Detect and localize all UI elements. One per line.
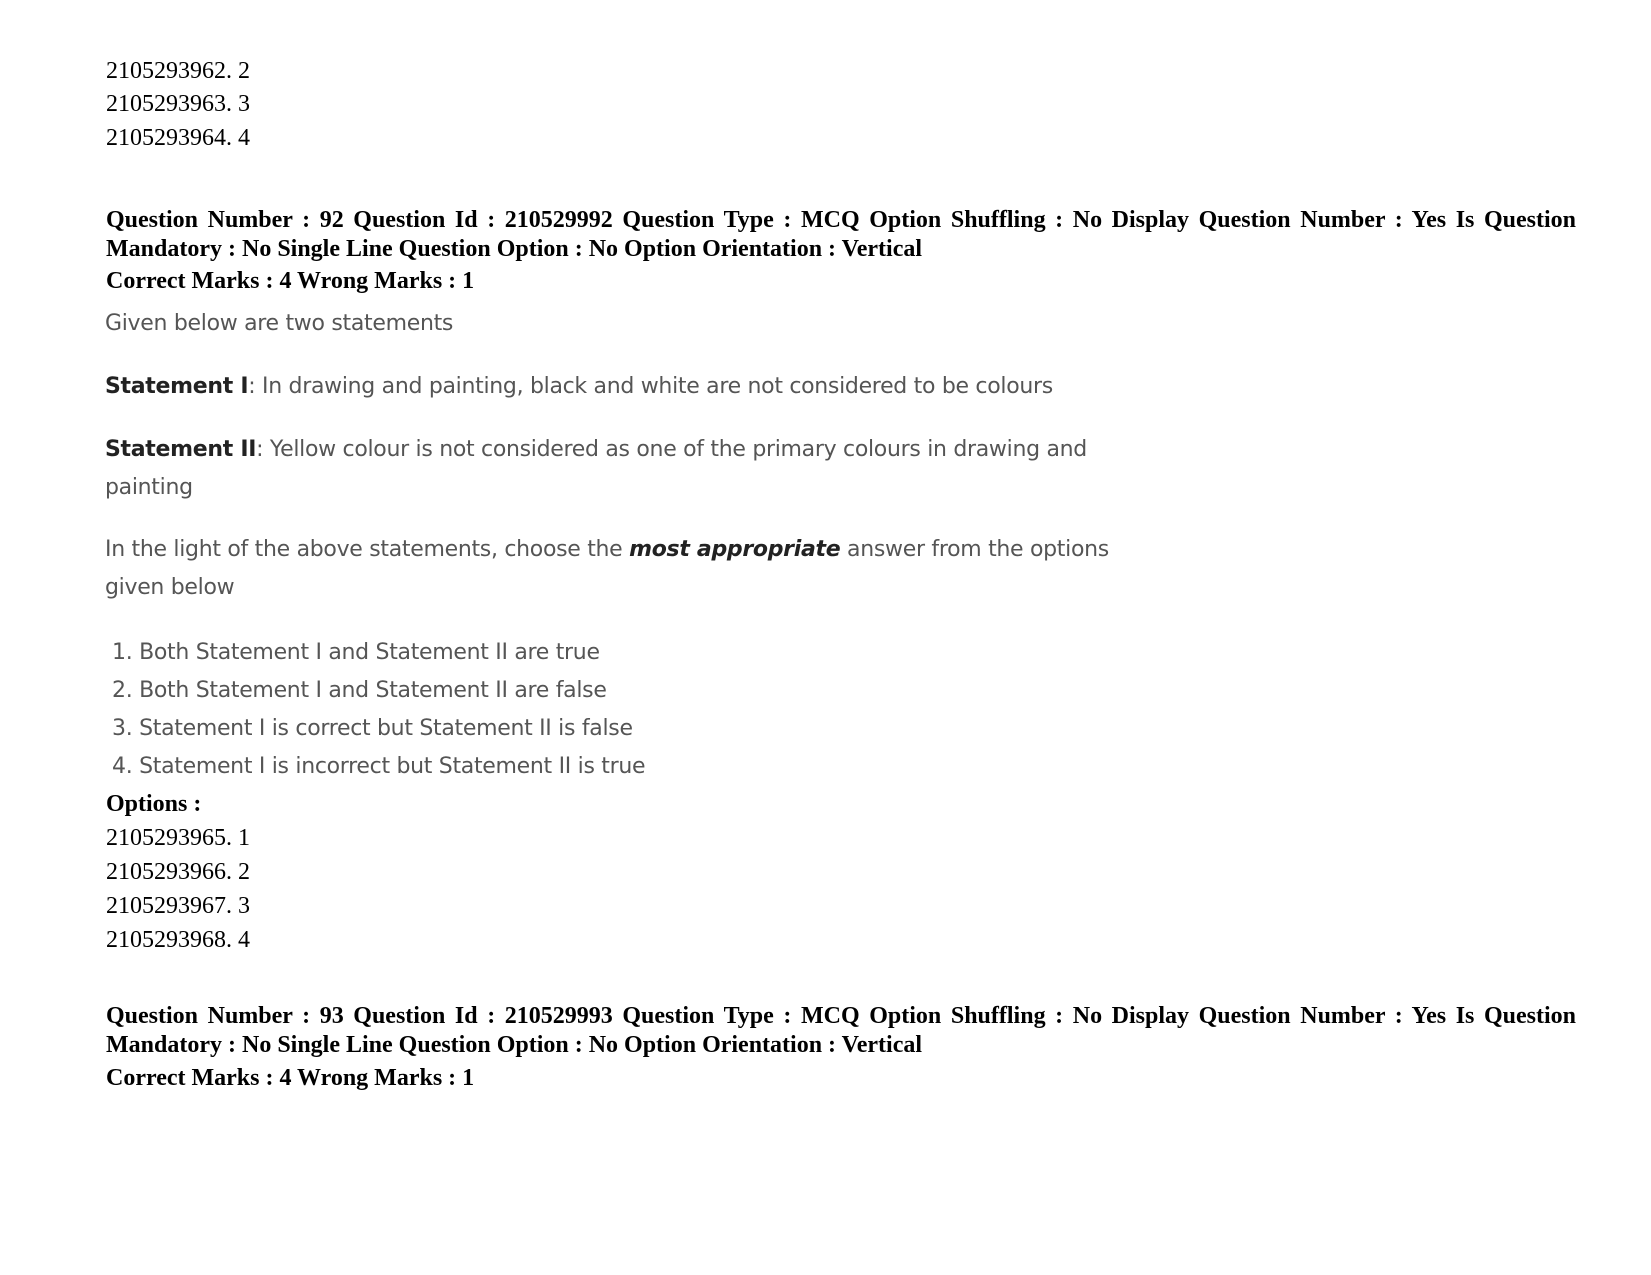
question-93-meta: Question Number : 93 Question Id : 210529993 Question Type : MCQ Option Shuffling : No Display Question Number : Yes Is Question Mandatory : No Single Line Question Option : No Option Orientation : Vertical xyxy=(106,1003,1576,1058)
option-id: 2105293966 xyxy=(106,859,226,885)
options-label: Options : xyxy=(106,791,202,817)
option-value: 3 xyxy=(238,893,250,919)
choice-item: 1. Both Statement I and Statement II are true xyxy=(112,640,600,665)
option-value: 4 xyxy=(238,927,250,953)
option-id: 2105293962 xyxy=(106,58,226,84)
option-id: 2105293965 xyxy=(106,825,226,851)
statement-2 xyxy=(105,431,1145,507)
question-92-intro: Given below are two statements xyxy=(105,311,454,336)
choice-item: 3. Statement I is correct but Statement II is false xyxy=(112,716,633,741)
option-id-line: 2105293963. 3 xyxy=(106,91,250,117)
choice-item: 4. Statement I is incorrect but Statement II is true xyxy=(112,754,646,779)
question-93-marks: Correct Marks : 4 Wrong Marks : 1 xyxy=(106,1065,475,1091)
statement-2-text: : Yellow colour is not considered as one of the primary colours in drawing and painting xyxy=(105,437,1087,500)
question-92-meta: Question Number : 92 Question Id : 210529992 Question Type : MCQ Option Shuffling : No Display Question Number : Yes Is Question Mandatory : No Single Line Question Option : No Option Orientation : Vertical xyxy=(106,207,1576,262)
option-value: 2 xyxy=(238,859,250,885)
question-92-instruction xyxy=(105,531,1145,607)
statement-2-label: Statement II xyxy=(105,437,257,462)
instruction-pre: In the light of the above statements, choose the xyxy=(105,537,630,562)
question-92-marks: Correct Marks : 4 Wrong Marks : 1 xyxy=(106,268,475,294)
option-id-line: 2105293962. 2 xyxy=(106,58,250,84)
option-id: 2105293968 xyxy=(106,927,226,953)
statement-1-text: : In drawing and painting, black and white are not considered to be colours xyxy=(248,374,1053,399)
option-value: 3 xyxy=(238,91,250,117)
statement-1 xyxy=(105,368,1053,406)
statement-1-label: Statement I xyxy=(105,374,249,399)
option-id-line: 2105293966. 2 xyxy=(106,859,250,885)
option-id-line: 2105293964. 4 xyxy=(106,125,250,151)
instruction-emphasis: most appropriate xyxy=(629,537,841,562)
option-id-line: 2105293968. 4 xyxy=(106,927,250,953)
choice-item: 2. Both Statement I and Statement II are false xyxy=(112,678,607,703)
option-id-line: 2105293965. 1 xyxy=(106,825,250,851)
option-value: 2 xyxy=(238,58,250,84)
instruction-post: answer from the options given below xyxy=(105,537,1109,600)
option-id: 2105293963 xyxy=(106,91,226,117)
option-id: 2105293964 xyxy=(106,125,226,151)
option-value: 1 xyxy=(238,825,250,851)
option-id: 2105293967 xyxy=(106,893,226,919)
option-id-line: 2105293967. 3 xyxy=(106,893,250,919)
option-value: 4 xyxy=(238,125,250,151)
